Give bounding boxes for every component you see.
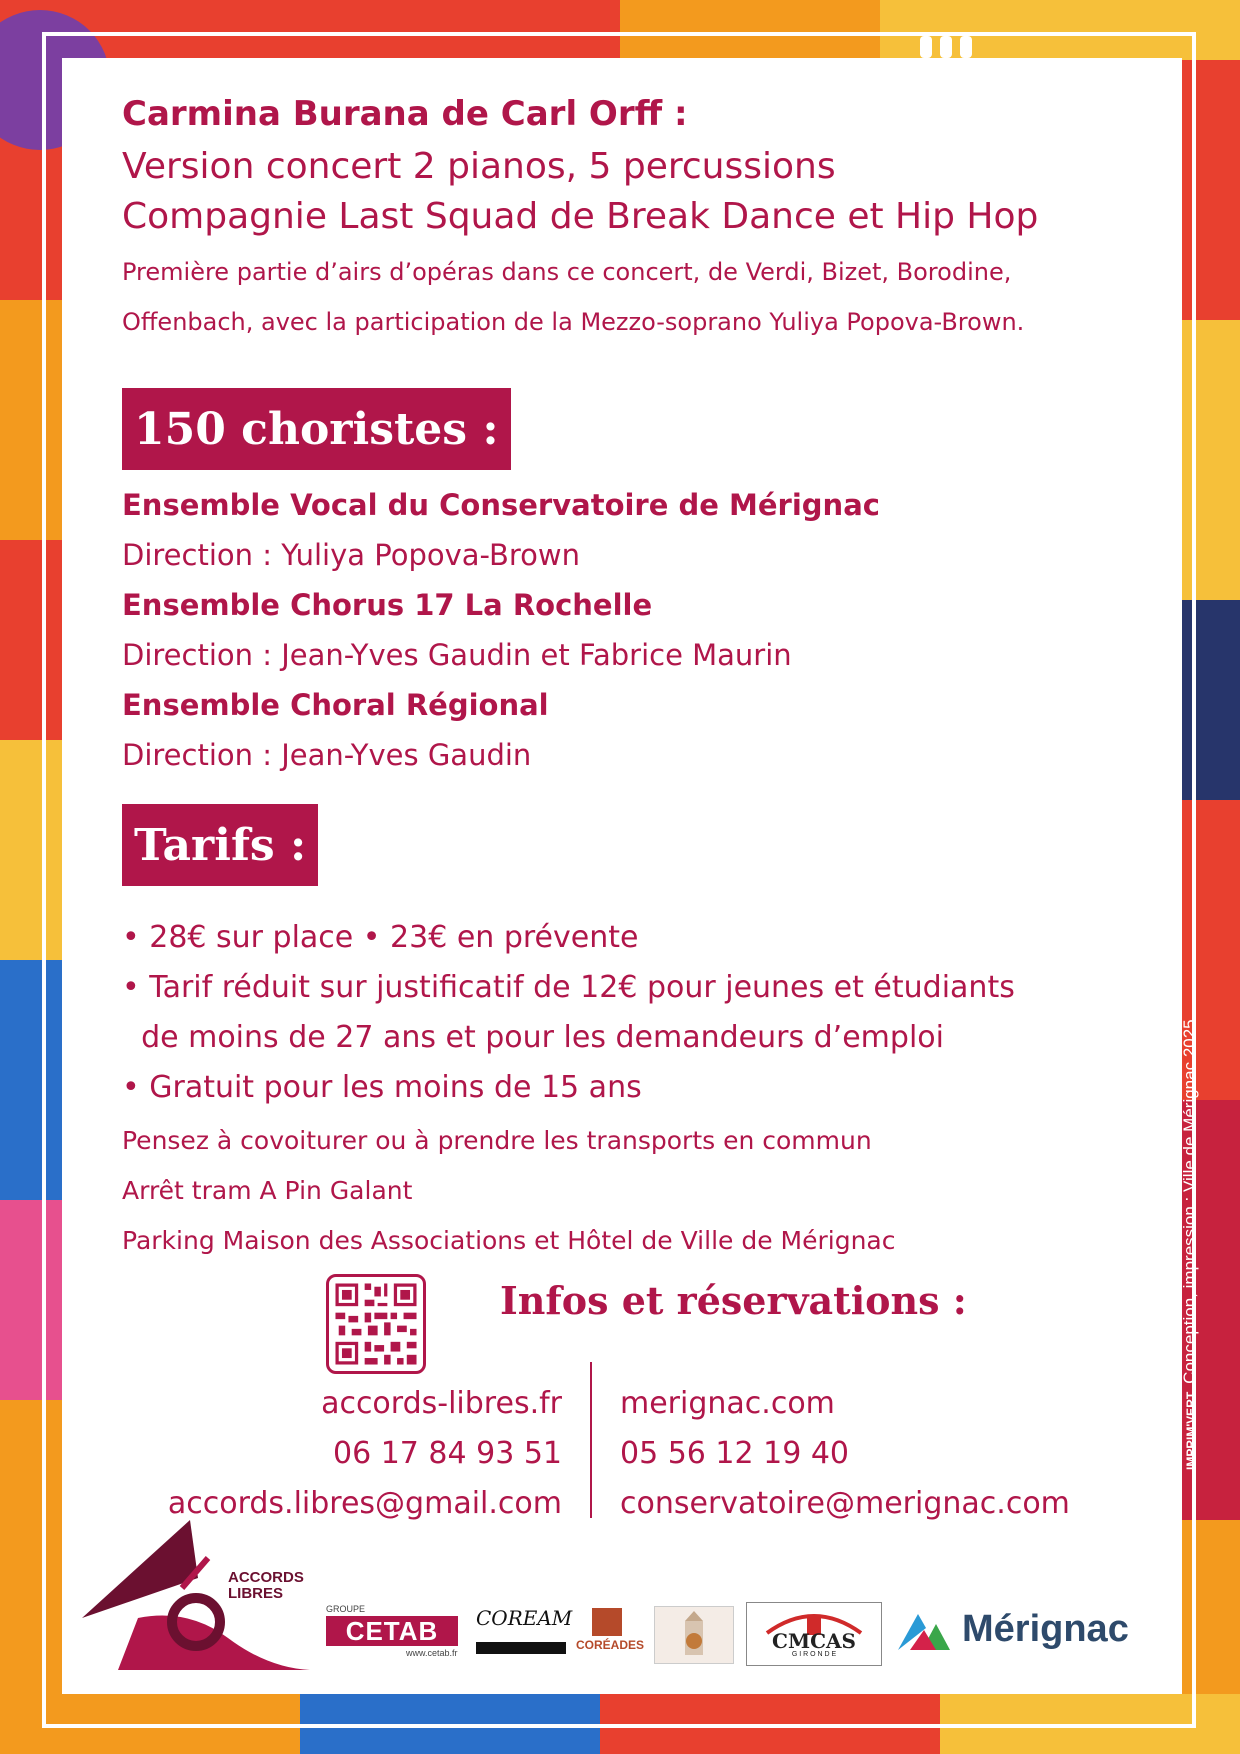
accords-email-link[interactable]: accords.libres@gmail.com [167, 1486, 562, 1521]
choristes-heading: 150 choristes : [122, 388, 511, 470]
cmcas-logo [746, 1602, 882, 1666]
merignac-logo-mark [896, 1610, 952, 1652]
merignac-wordmark: Mérignac [962, 1608, 1129, 1650]
church-illustration-logo [654, 1606, 734, 1664]
tarifs-heading: Tarifs : [122, 804, 318, 886]
contact-divider [590, 1362, 592, 1518]
accords-website-link[interactable]: accords-libres.fr [321, 1386, 562, 1421]
intro-line-1: Première partie d’airs d’opéras dans ce concert, de Verdi, Bizet, Borodine, [122, 258, 1012, 286]
coream-logo [476, 1606, 573, 1660]
coreades-logo [576, 1608, 645, 1660]
ensemble-2-name: Ensemble Chorus 17 La Rochelle [122, 588, 653, 622]
merignac-website-link[interactable]: merignac.com [620, 1386, 835, 1421]
ensemble-1-name: Ensemble Vocal du Conservatoire de Mérignac [122, 488, 880, 522]
ensemble-1-direction: Direction : Yuliya Popova-Brown [122, 538, 580, 572]
cetab-group-label: GROUPE [326, 1604, 366, 1614]
accords-libres-wordmark [228, 1570, 304, 1602]
tarif-item-2: • Tarif réduit sur justificatif de 12€ pour jeunes et étudiants [122, 970, 1015, 1005]
print-credit [1180, 1019, 1200, 1470]
intro-line-2: Offenbach, avec la participation de la Mezzo-soprano Yuliya Popova-Brown. [122, 308, 1025, 336]
ensemble-3-name: Ensemble Choral Régional [122, 688, 549, 722]
libres-word: LIBRES [228, 1585, 284, 1602]
merignac-phone[interactable]: 05 56 12 19 40 [620, 1436, 850, 1471]
cetab-url: www.cetab.fr [406, 1648, 458, 1658]
ensemble-3-direction: Direction : Jean-Yves Gaudin [122, 738, 532, 772]
transport-note-3: Parking Maison des Associations et Hôtel de Ville de Mérignac [122, 1226, 896, 1255]
transport-note-2: Arrêt tram A Pin Galant [122, 1176, 413, 1205]
subtitle-line-2: Compagnie Last Squad de Break Dance et Hip Hop [122, 196, 1039, 237]
accords-word: ACCORDS [228, 1569, 304, 1586]
subtitle-line-1: Version concert 2 pianos, 5 percussions [122, 146, 836, 187]
accords-phone[interactable]: 06 17 84 93 51 [332, 1436, 562, 1471]
cmcas-wordmark: CMCAS [772, 1629, 856, 1653]
cmcas-gironde: G I R O N D E [791, 1651, 837, 1658]
tarif-item-1: • 28€ sur place • 23€ en prévente [122, 920, 639, 955]
ensemble-2-direction: Direction : Jean-Yves Gaudin et Fabrice Maurin [122, 638, 792, 672]
page-title: Carmina Burana de Carl Orff : [122, 94, 688, 134]
cetab-logo: CETAB [326, 1616, 458, 1646]
tarif-item-3: de moins de 27 ans et pour les demandeurs d’emploi [122, 1020, 944, 1055]
coream-wordmark: COREAM [476, 1606, 573, 1630]
tarif-item-4: • Gratuit pour les moins de 15 ans [122, 1070, 642, 1105]
imprim-vert-label: IMPRIM'VERT [1184, 1391, 1198, 1470]
infos-heading: Infos et réservations : [500, 1278, 967, 1323]
coreades-wordmark: CORÉADES [576, 1638, 645, 1652]
qr-code[interactable] [326, 1274, 426, 1374]
credit-text: Conception, impression : Ville de Mérignac 2025 [1180, 1019, 1199, 1384]
conservatoire-email-link[interactable]: conservatoire@merignac.com [620, 1486, 1070, 1521]
transport-note-1: Pensez à covoiturer ou à prendre les transports en commun [122, 1126, 872, 1155]
